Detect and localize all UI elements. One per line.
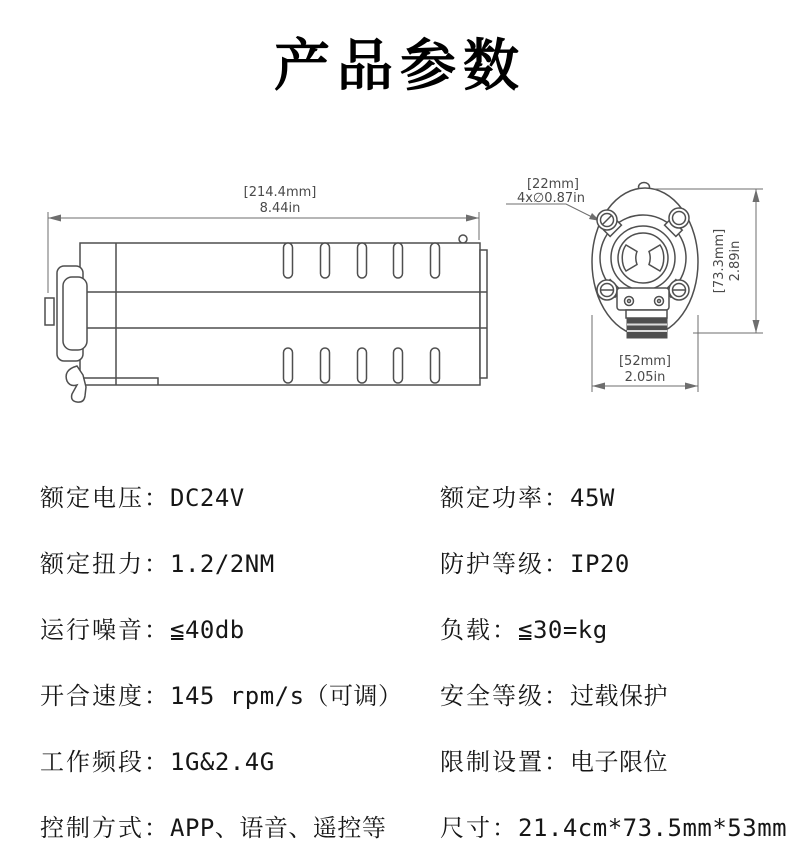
spec-value-limit-setting: 电子限位 <box>570 747 668 776</box>
front-height-label-in: 2.89in <box>728 240 743 282</box>
side-width-label-in: 8.44in <box>259 201 301 216</box>
spec-value-dimensions: 21.4cm*73.5mm*53mm <box>518 813 788 842</box>
spec-label-load: 负载： <box>440 615 518 644</box>
side-top-bump <box>459 235 467 243</box>
spec-row <box>0 462 800 528</box>
spec-row <box>0 660 800 726</box>
spec-value-rated-voltage: DC24V <box>170 483 245 512</box>
side-width-label-mm: [214.4mm] <box>243 185 317 200</box>
side-view-drawing <box>45 185 487 402</box>
spec-label-open-close-speed: 开合速度： <box>40 681 170 710</box>
spec-value-open-close-speed: 145 rpm/s（可调） <box>170 681 403 710</box>
front-view-drawing <box>506 177 763 392</box>
spec-row <box>0 792 800 858</box>
front-width-label-in: 2.05in <box>624 370 666 385</box>
spec-value-load: ≦30=kg <box>518 615 608 644</box>
spec-row <box>0 726 800 792</box>
spec-value-operating-noise: ≦40db <box>170 615 245 644</box>
front-holes-label-in: 4x∅0.87in <box>516 191 586 206</box>
spec-row <box>0 528 800 594</box>
holes-leader-line <box>506 204 600 221</box>
front-height-label-mm: [73.3mm] <box>712 228 727 294</box>
spec-value-rated-power: 45W <box>570 483 615 512</box>
spec-label-control-method: 控制方式： <box>40 813 170 842</box>
front-holes-label-mm: [22mm] <box>526 177 580 192</box>
spec-label-safety-level: 安全等级： <box>440 681 570 710</box>
spec-row <box>0 594 800 660</box>
spec-value-protection-rating: IP20 <box>570 549 630 578</box>
spec-label-rated-power: 额定功率： <box>440 483 570 512</box>
spec-label-rated-torque: 额定扭力： <box>40 549 170 578</box>
motor-end-cap <box>480 250 487 378</box>
spec-label-operating-noise: 运行噪音： <box>40 615 170 644</box>
spec-label-rated-voltage: 额定电压： <box>40 483 170 512</box>
technical-drawing <box>0 160 800 455</box>
spec-label-limit-setting: 限制设置： <box>440 747 570 776</box>
motor-drive-head <box>45 266 87 361</box>
spec-label-protection-rating: 防护等级： <box>440 549 570 578</box>
spec-value-control-method: APP、语音、遥控等 <box>170 813 387 842</box>
power-connector <box>626 310 667 338</box>
spec-label-working-frequency: 工作频段： <box>40 747 170 776</box>
motor-body <box>80 243 480 385</box>
front-width-label-mm: [52mm] <box>618 354 672 369</box>
page-title: 产品参数 <box>274 34 526 99</box>
spec-value-safety-level: 过载保护 <box>570 681 668 710</box>
spec-label-dimensions: 尺寸： <box>440 813 518 842</box>
spec-value-rated-torque: 1.2/2NM <box>170 549 275 578</box>
spec-value-working-frequency: 1G&2.4G <box>170 747 275 776</box>
spec-list <box>0 462 800 858</box>
bottom-bracket <box>617 288 669 310</box>
